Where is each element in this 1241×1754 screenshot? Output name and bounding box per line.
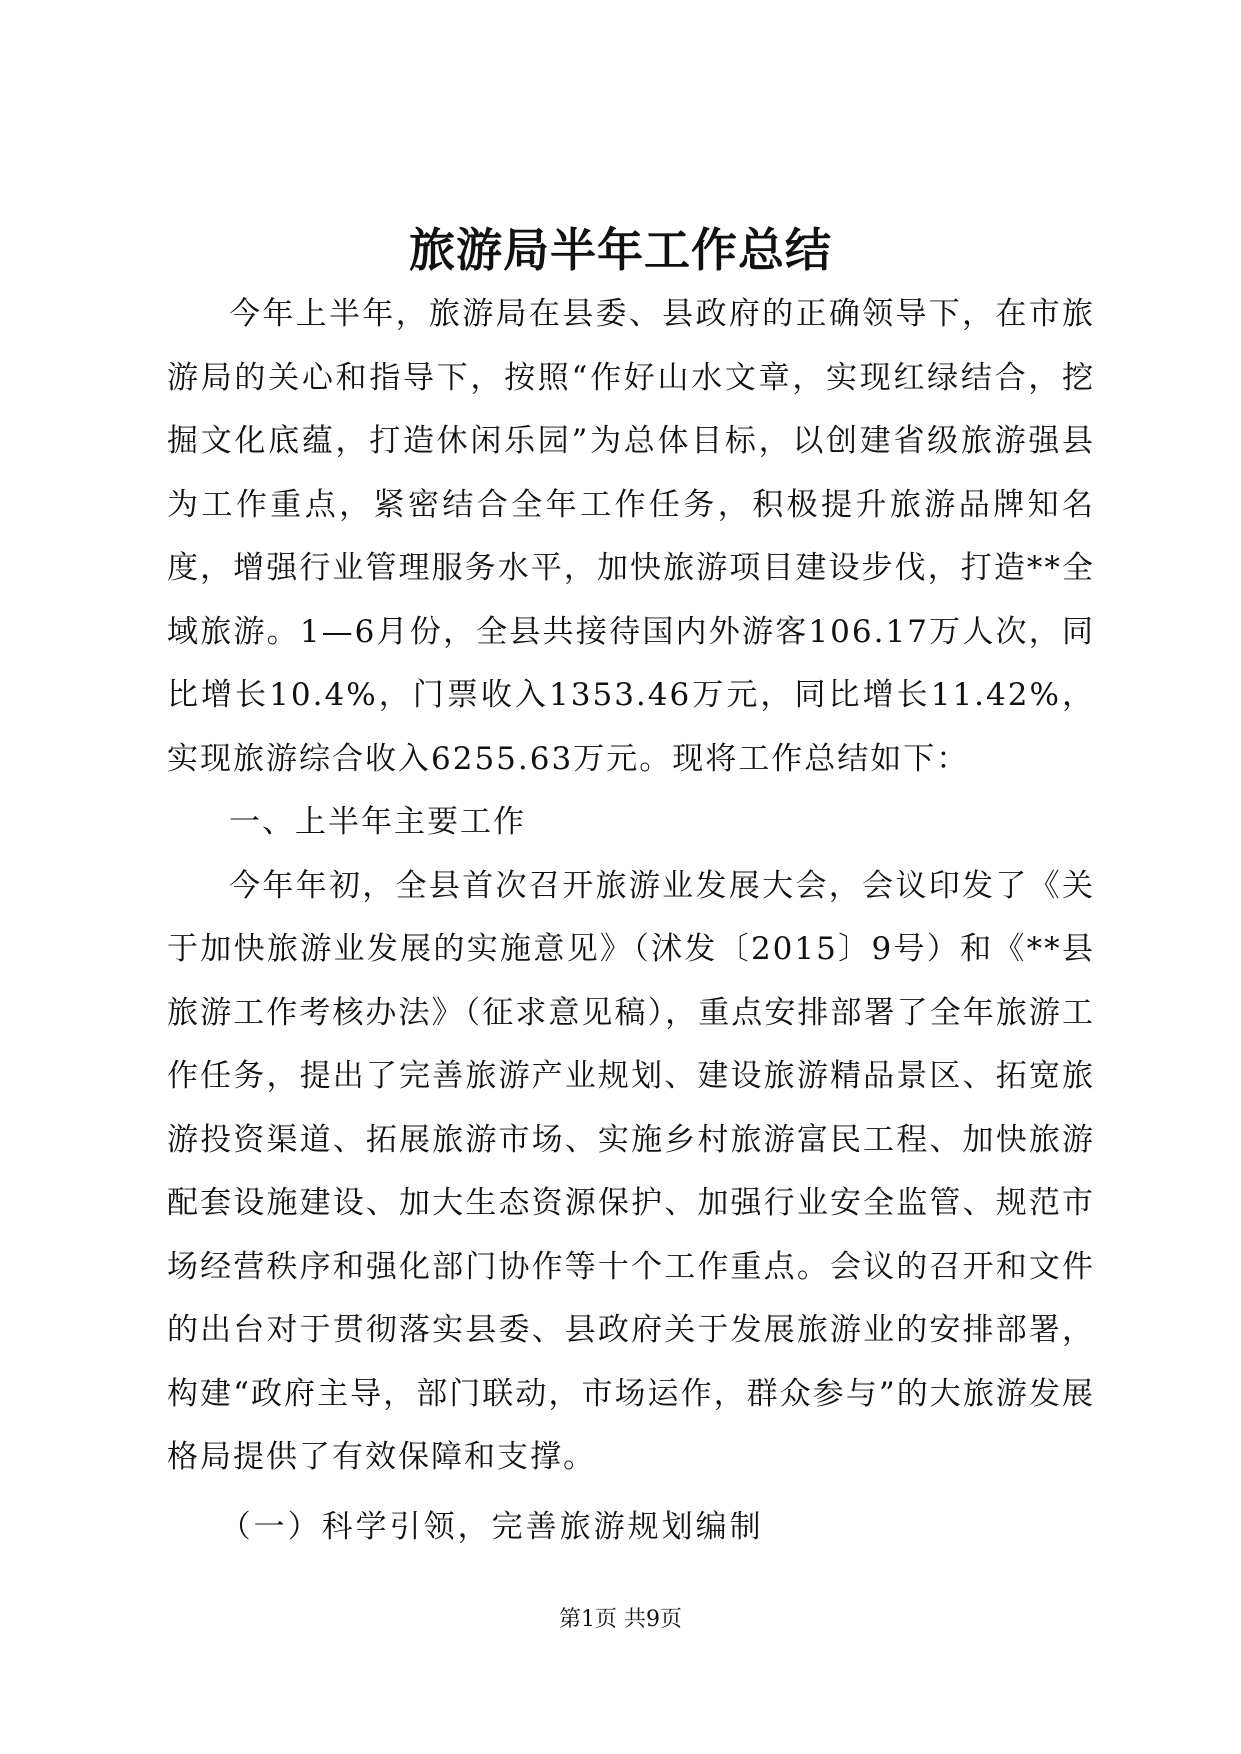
intro-paragraph: 今年上半年，旅游局在县委、县政府的正确领导下，在市旅游局的关心和指导下，按照“作好山水文章，实现红绿结合，挖掘文化底蕴，打造休闲乐园”为总体目标，以创建省级旅游强县为工作重点，紧密结合全年工作任务，积极提升旅游品牌知名度，增强行业管理服务水平，加快旅游项目建设步伐，打造**全域旅游。1—6月份，全县共接待国内外游客106.17万人次，同比增长10.4%，门票收入1353.46万元，同比增长11.42%，实现旅游综合收入6255.63万元。现将工作总结如下： <box>167 296 1095 777</box>
body-paragraph: 今年年初，全县首次召开旅游业发展大会，会议印发了《关于加快旅游业发展的实施意见》（沭发〔2015〕9号）和《**县旅游工作考核办法》（征求意见稿），重点安排部署了全年旅游工作任务，提出了完善旅游产业规划、建设旅游精品景区、拓宽旅游投资渠道、拓展旅游市场、实施乡村旅游富民工程、加快旅游配套设施建设、加大生态资源保护、加强行业安全监管、规范市场经营秩序和强化部门协作等十个工作重点。会议的召开和文件的出台对于贯彻落实县委、县政府关于发展旅游业的安排部署，构建“政府主导，部门联动，市场运作，群众参与”的大旅游发展格局提供了有效保障和支撑。 <box>167 867 1095 1475</box>
section-heading: 一、上半年主要工作 <box>229 804 526 840</box>
document-title: 旅游局半年工作总结 <box>409 223 832 277</box>
page-indicator: 第1页 共9页 <box>559 1607 682 1632</box>
document-body <box>167 283 1095 1559</box>
subsection-heading: （一）科学引领，完善旅游规划编制 <box>219 1508 764 1545</box>
